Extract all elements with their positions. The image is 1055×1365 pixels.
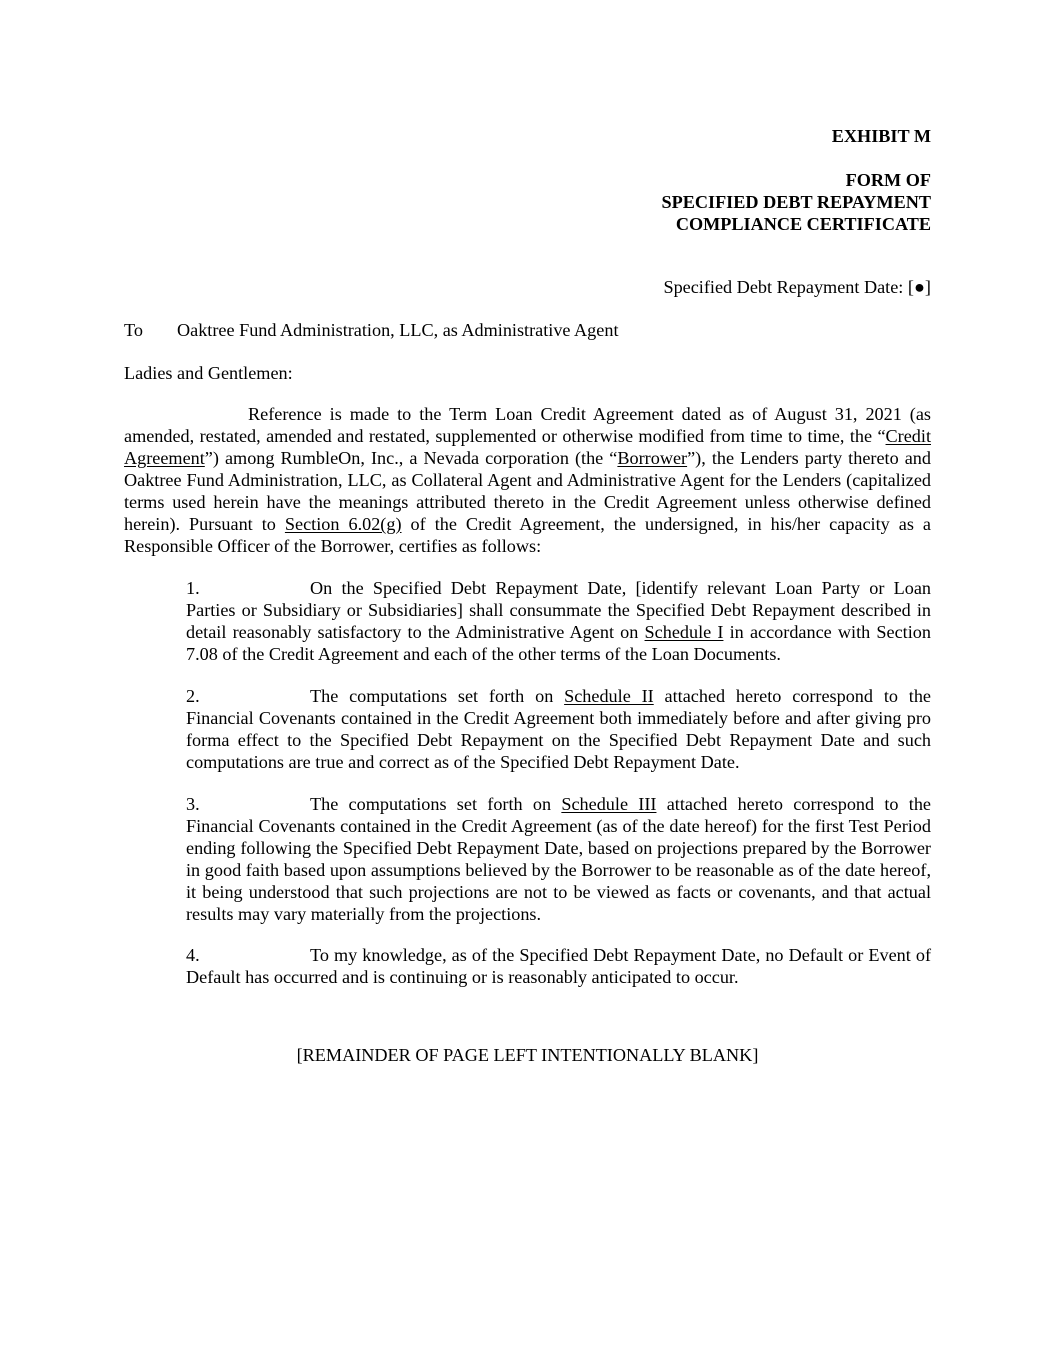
item-number: 4. bbox=[186, 945, 200, 965]
section-reference: Section 6.02(g) bbox=[284, 514, 402, 534]
item-text: On the Specified Debt Repayment Date, [identify relevant Loan Party or Loan Parties or Subsidiary or Subsidiaries] shall consummate the Specified Debt Repayment described in detail reasonably satisfactory to the Administrative Agent on bbox=[186, 578, 931, 642]
item-text: attached hereto correspond to the Financial Covenants contained in the Credit Agreement both immediately before and after giving pro forma effect to the Specified Debt Repayment on the Specified Debt Repayment Date and such computations are true and correct as of the Specified Debt Repayment Date. bbox=[186, 686, 931, 772]
list-item-3 bbox=[186, 793, 931, 925]
item-number: 1. bbox=[186, 578, 200, 598]
schedule-reference: Schedule I bbox=[644, 622, 724, 642]
intro-text-4: of the Credit Agreement, the undersigned, in his/her capacity as a Responsible Officer of the Borrower, certifies as follows: bbox=[124, 514, 931, 556]
schedule-reference: Schedule III bbox=[561, 794, 657, 814]
item-text: attached hereto correspond to the Financial Covenants contained in the Credit Agreement (as of the date hereof) for the first Test Period ending following the Specified Debt Repayment Date, based on projections prepared by the Borrower in good faith based upon assumptions believed by the Borrower to be reasonable as of the date hereof, it being understood that such projections are not to be viewed as facts or covenants, and that actual results may vary materially from the projections. bbox=[186, 794, 931, 924]
recipient: Oaktree Fund Administration, LLC, as Administrative Agent bbox=[177, 320, 619, 340]
item-text: To my knowledge, as of the Specified Debt Repayment Date, no Default or Event of Default has occurred and is continuing or is reasonably anticipated to occur. bbox=[186, 945, 931, 987]
intro-text-3: ”), the Lenders party thereto and Oaktree Fund Administration, LLC, as Collateral Agent and Administrative Agent for the Lenders (capitalized terms used herein have the meanings attributed thereto in the Credit Agreement unless otherwise defined herein). Pursuant to bbox=[124, 448, 931, 534]
item-text: in accordance with Section 7.08 of the Credit Agreement and each of the other terms of the Loan Documents. bbox=[186, 622, 931, 664]
title-line-1: SPECIFIED DEBT REPAYMENT bbox=[661, 192, 931, 212]
title-line-2: COMPLIANCE CERTIFICATE bbox=[675, 214, 931, 234]
intro-paragraph bbox=[124, 403, 931, 557]
item-number: 2. bbox=[186, 686, 200, 706]
intro-text-2: ”) among RumbleOn, Inc., a Nevada corporation (the “ bbox=[204, 448, 618, 468]
exhibit-label: EXHIBIT M bbox=[831, 126, 931, 146]
to-label: To bbox=[124, 320, 143, 340]
intro-text-1: Reference is made to the Term Loan Credit Agreement dated as of August 31, 2021 (as amended, restated, amended and restated, supplemented or otherwise modified from time to time, the “ bbox=[124, 404, 931, 446]
list-item-1 bbox=[186, 577, 931, 665]
credit-agreement-term: Credit Agreement bbox=[124, 426, 931, 468]
schedule-reference: Schedule II bbox=[564, 686, 654, 706]
remainder-notice: [REMAINDER OF PAGE LEFT INTENTIONALLY BLANK] bbox=[296, 1045, 759, 1065]
item-text: The computations set forth on bbox=[310, 686, 565, 706]
form-of-label: FORM OF bbox=[845, 170, 931, 190]
repayment-date-line: Specified Debt Repayment Date: [●] bbox=[663, 277, 931, 297]
item-number: 3. bbox=[186, 794, 200, 814]
list-item-4 bbox=[186, 944, 931, 988]
borrower-term: Borrower bbox=[617, 448, 688, 468]
salutation: Ladies and Gentlemen: bbox=[124, 363, 293, 383]
item-text: The computations set forth on bbox=[310, 794, 562, 814]
list-item-2 bbox=[186, 685, 931, 773]
